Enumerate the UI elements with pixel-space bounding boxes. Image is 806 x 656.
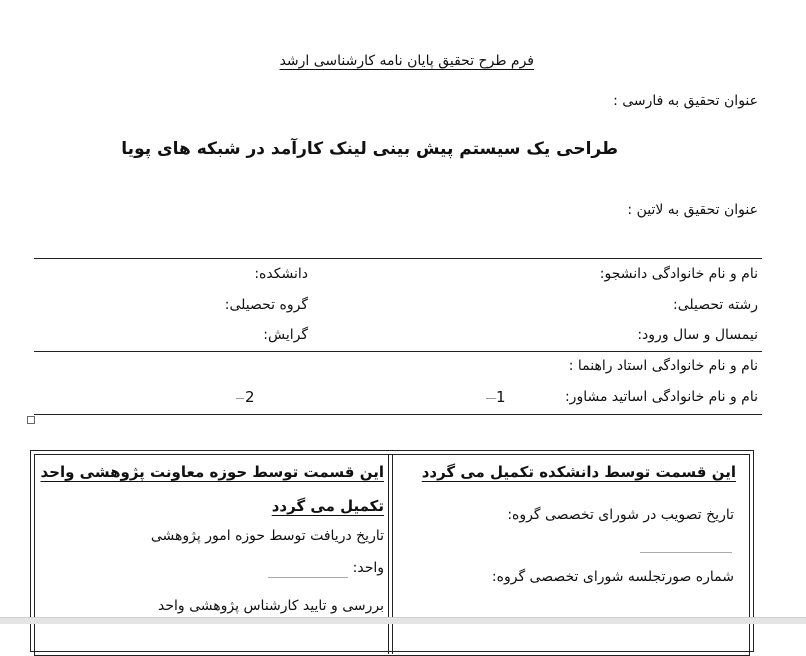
consultants-label: نام و نام خانوادگی اساتید مشاور: <box>564 389 758 405</box>
major-label: رشته تحصیلی: <box>673 297 758 313</box>
consultant-number-2: 2 <box>245 388 255 406</box>
expert-review-label: بررسی و تایید کارشناس پژوهشی واحد <box>157 598 384 614</box>
research-section-heading-cont: تکمیل می گردد <box>271 497 384 515</box>
receipt-date-fill-line <box>268 577 348 578</box>
entry-semester-label: نیمسال و سال ورود: <box>637 327 758 343</box>
faculty-label: دانشکده: <box>254 266 308 282</box>
department-label: گروه تحصیلی: <box>224 297 308 313</box>
receipt-date-label-cont: واحد: <box>352 560 384 576</box>
consultant-2-marker <box>236 398 244 399</box>
orientation-label: گرایش: <box>263 327 308 343</box>
divider-middle <box>34 351 762 352</box>
form-title: فرم طرح تحقیق پایان نامه کارشناسی ارشد <box>279 53 534 69</box>
latin-title-label: عنوان تحقیق به لاتین : <box>627 202 758 218</box>
persian-title-label: عنوان تحقیق به فارسی : <box>613 93 758 109</box>
consultant-number-1: 1 <box>496 388 506 406</box>
approval-box-column-divider <box>388 454 389 654</box>
minutes-number-label: شماره صورتجلسه شورای تخصصی گروه: <box>491 569 734 585</box>
approval-box-column-divider-inner <box>392 454 393 654</box>
faculty-section-heading: این قسمت توسط دانشکده تکمیل می گردد <box>421 463 736 481</box>
supervisor-label: نام و نام خانوادگی استاد راهنما : <box>568 358 758 374</box>
approval-date-fill-line <box>640 552 732 553</box>
student-name-label: نام و نام خانوادگی دانشجو: <box>599 266 758 282</box>
divider-bottom <box>34 414 762 415</box>
table-anchor-handle[interactable] <box>27 416 35 424</box>
approval-date-label: تاریخ تصویب در شورای تخصصی گروه: <box>507 507 734 523</box>
research-section-heading: این قسمت توسط حوزه معاونت پژوهشی واحد <box>40 463 384 481</box>
divider-top <box>34 258 762 259</box>
thesis-title-persian: طراحی یک سیستم پیش بینی لینک کارآمد در شبکه های پویا <box>121 139 618 159</box>
receipt-date-label: تاریخ دریافت توسط حوزه امور پژوهشی <box>150 528 384 544</box>
consultant-1-marker <box>486 398 496 399</box>
